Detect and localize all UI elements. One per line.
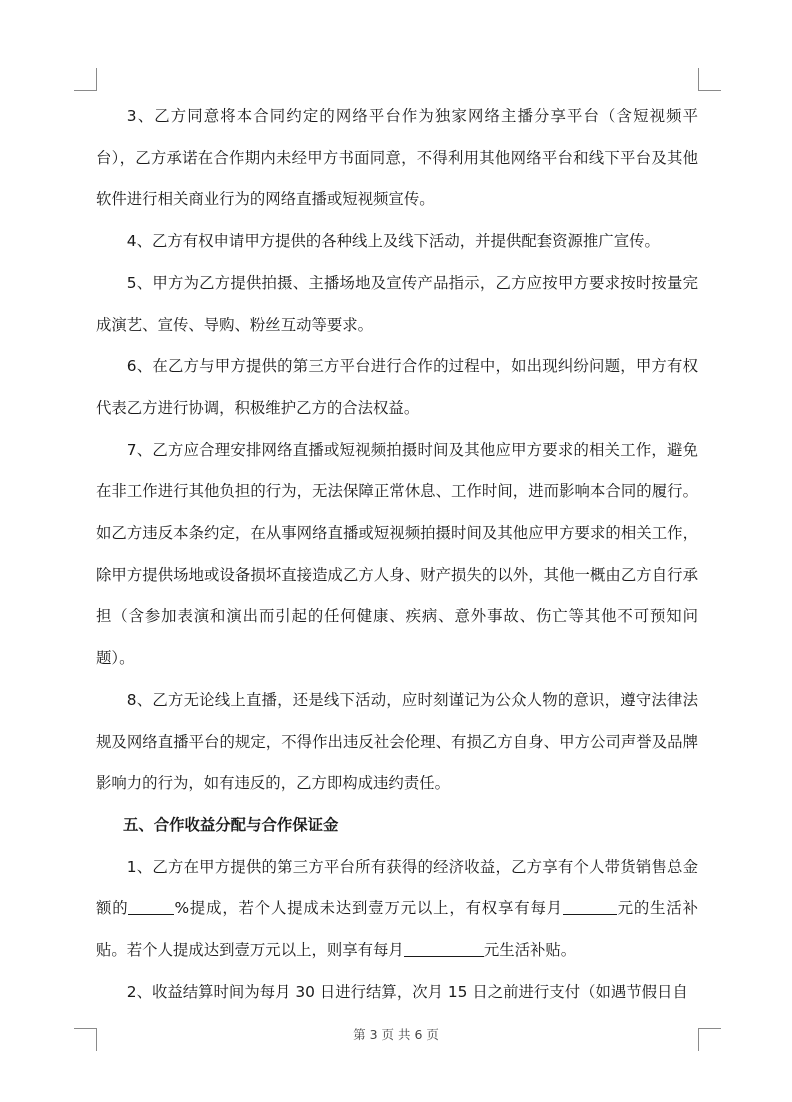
revenue-clause-2: 2、收益结算时间为每月 30 日进行结算，次月 15 日之前进行支付（如遇节假日自 — [126, 982, 688, 1001]
revenue-clause-1-text-d: 元生活补贴。 — [483, 941, 577, 960]
revenue-clause-1-text-b: %提成，若个人提成未达到壹万元以上，有权享有每月 — [174, 899, 563, 918]
section-heading: 五、合作收益分配与合作保证金 — [122, 815, 339, 834]
clause-paragraph-8: 8、乙方无论线上直播，还是线下活动，应时刻谨记为公众人物的意识，遵守法律法规及网络直播平台的规定，不得作出违反社会伦理、有损乙方自身、甲方公司声誉及品牌影响力的行为，如有违反的，乙方即构成违约责任。 — [96, 690, 698, 793]
clause-paragraph-3: 3、乙方同意将本合同约定的网络平台作为独家网络主播分享平台（含短视频平台），乙方承诺在合作期内未经甲方书面同意，不得利用其他网络平台和线下平台及其他软件进行相关商业行为的网络直播或短视频宣传。 — [96, 107, 698, 209]
revenue-clause-1 — [96, 847, 698, 972]
revenue-clause-1-text-a: 1、乙方在甲方提供的第三方平台所有获得的经济收益，乙方享有个人带货销售总金额的 — [96, 857, 698, 918]
clause-paragraph-5: 5、甲方为乙方提供拍摄、主播场地及宣传产品指示，乙方应按甲方要求按时按量完成演艺、宣传、导购、粉丝互动等要求。 — [96, 273, 698, 334]
document-body — [96, 96, 698, 1013]
revenue-clause-1-text-c: 元的生活补贴。若个人提成达到壹万元以上，则享有每月 — [96, 899, 698, 960]
clause-paragraph-7: 7、乙方应合理安排网络直播或短视频拍摄时间及其他应甲方要求的相关工作，避免在非工作进行其他负担的行为，无法保障正常休息、工作时间，进而影响本合同的履行。如乙方违反本条约定，在从事网络直播或短视频拍摄时间及其他应甲方要求的相关工作，除甲方提供场地或设备损坏直接造成乙方人身、财产损失的以外，其他一概由乙方自行承担（含参加表演和演出而引起的任何健康、疾病、意外事故、伤亡等其他不可预知问题）。 — [96, 440, 698, 668]
clause-paragraph-4: 4、乙方有权申请甲方提供的各种线上及线下活动，并提供配套资源推广宣传。 — [126, 232, 660, 251]
commission-rate-blank — [128, 899, 174, 915]
page-footer: 第 3 页 共 6 页 — [353, 1027, 439, 1042]
living-allowance-blank-1 — [563, 899, 617, 915]
page-corner-mark-top-right — [698, 68, 721, 91]
clause-paragraph-6: 6、在乙方与甲方提供的第三方平台进行合作的过程中，如出现纠纷问题，甲方有权代表乙方进行协调，积极维护乙方的合法权益。 — [96, 357, 698, 417]
living-allowance-blank-2 — [404, 941, 484, 957]
page-corner-mark-top-left — [74, 68, 97, 91]
